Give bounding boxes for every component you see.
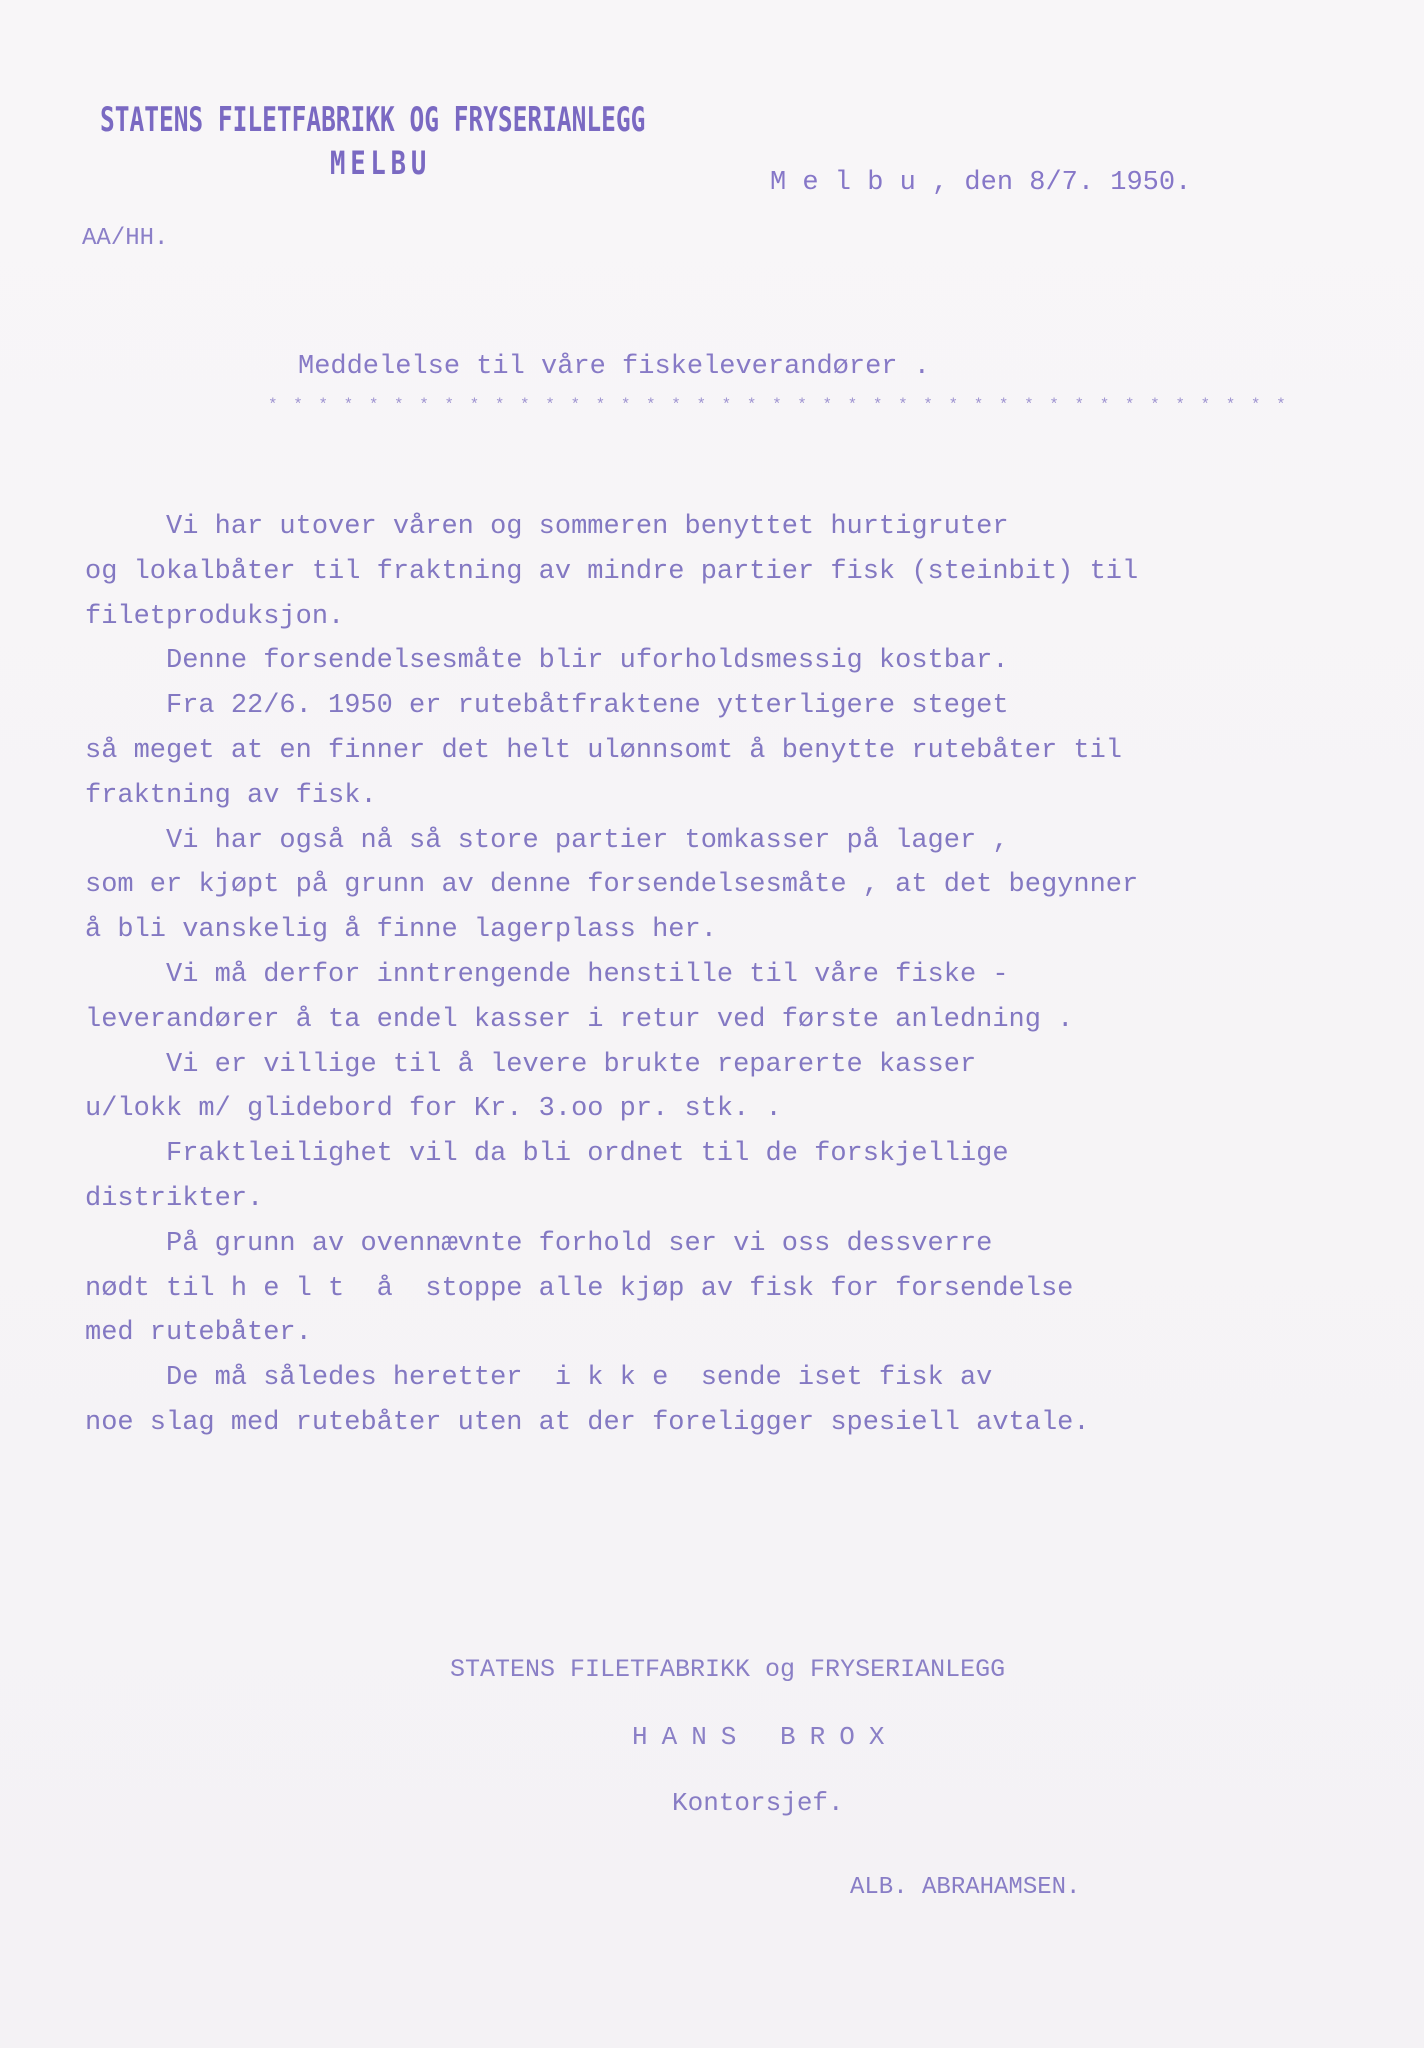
body-line: så meget at en finner det helt ulønnsomt å benytte rutebåter til — [85, 735, 1122, 766]
body-line: leverandører å ta endel kasser i retur ved første anledning . — [85, 1004, 1074, 1035]
body-line: Vi har også nå så store partier tomkasser på lager , — [85, 825, 1009, 856]
letter-date: M e l b u , den 8/7. 1950. — [770, 168, 1192, 198]
body-line: filetproduksjon. — [85, 601, 345, 632]
letter-body — [85, 505, 1265, 1446]
body-line: distrikter. — [85, 1183, 264, 1214]
body-line: fraktning av fisk. — [85, 780, 377, 811]
body-line: Vi må derfor inntrengende henstille til våre fiske - — [85, 959, 1009, 990]
title-divider: * * * * * * * * * * * * * * * * * * * * * * * * * * * * * * * * * * * * * * * * * — [268, 396, 1289, 414]
notice-title: Meddelelse til våre fiskeleverandører . — [298, 352, 930, 382]
signature-title: Kontorsjef. — [672, 1788, 844, 1818]
body-line: som er kjøpt på grunn av denne forsendelsesmåte , at det begynner — [85, 870, 1139, 901]
stamp-location: MELBU — [330, 144, 432, 182]
body-line: noe slag med rutebåter uten at der foreligger spesiell avtale. — [85, 1407, 1090, 1438]
body-line: og lokalbåter til fraktning av mindre partier fisk (steinbit) til — [85, 556, 1139, 587]
body-line: med rutebåter. — [85, 1318, 312, 1349]
body-line: Denne forsendelsesmåte blir uforholdsmessig kostbar. — [85, 646, 1009, 677]
company-stamp — [100, 100, 700, 182]
body-line: De må således heretter i k k e sende iset fisk av — [85, 1363, 993, 1394]
body-line: På grunn av ovennævnte forhold ser vi oss dessverre — [85, 1228, 993, 1259]
signature-company: STATENS FILETFABRIKK og FRYSERIANLEGG — [450, 1655, 1006, 1684]
signer-name: ALB. ABRAHAMSEN. — [850, 1874, 1081, 1901]
signature-name: HANS BROX — [632, 1722, 899, 1752]
body-line: Vi er villige til å levere brukte reparerte kasser — [85, 1049, 977, 1080]
body-line: nødt til h e l t å stoppe alle kjøp av fisk for forsendelse — [85, 1273, 1074, 1304]
body-line: Fra 22/6. 1950 er rutebåtfraktene ytterligere steget — [85, 691, 1009, 722]
stamp-company-name: STATENS FILETFABRIKK OG FRYSERIANLEGG — [100, 100, 646, 140]
body-line: Vi har utover våren og sommeren benyttet hurtigruter — [85, 512, 1009, 542]
reference-initials: AA/HH. — [82, 225, 169, 252]
body-line: å bli vanskelig å finne lagerplass her. — [85, 915, 717, 946]
body-line: Fraktleilighet vil da bli ordnet til de forskjellige — [85, 1139, 1009, 1170]
body-line: u/lokk m/ glidebord for Kr. 3.oo pr. stk. . — [85, 1094, 782, 1125]
